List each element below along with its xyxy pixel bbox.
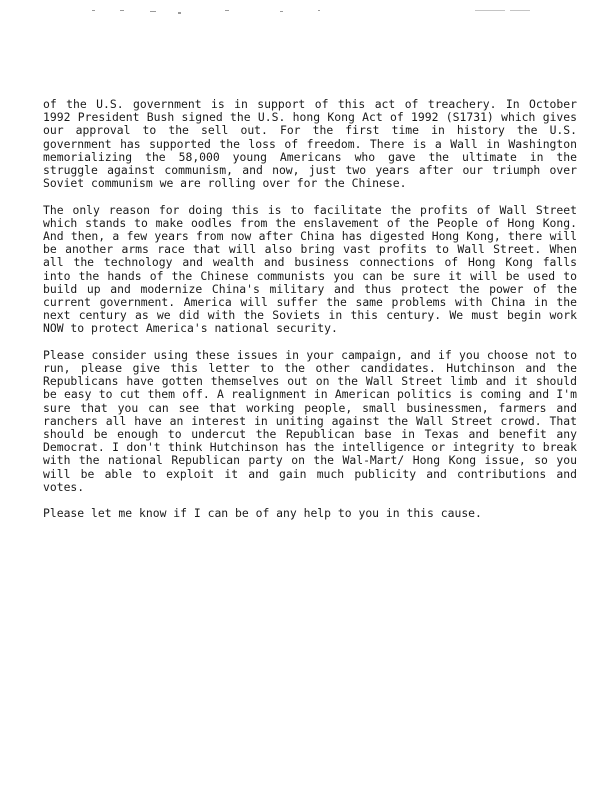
paragraph-closing: Please let me know if I can be of any help to you in this cause.: [43, 506, 482, 521]
paragraph-wall-street: The only reason for doing this is to facilitate the profits of Wall Street which stands to make oodles from the enslavement of the People of Hong Kong. And then, a few years from now after China has digested Hong Kong, there will be another arms race that will also bring vast profits to Wall Street. When all the technology and wealth and business connections of Hong Kong falls into the hands of the Chinese communists you can be sure it will be used to build up and modernize China's military and thus protect the power of the current government. America will suffer the same problems with China in the next century as we did with the Soviets in this century. We must begin work NOW to protect America's national security.: [43, 202, 577, 336]
scan-artifacts: [80, 10, 580, 18]
letter-body: [43, 98, 577, 520]
paragraph-treachery: of the U.S. government is in support of this act of treachery. In October 1992 President Bush signed the U.S. hong Kong Act of 1992 (S1731) which gives our approval to the sell out. For the first time in history the U.S. government has supported the loss of freedom. There is a Wall in Washington memorializing the 58,000 young Americans who gave the ultimate in the struggle against communism, and now, just two years after our triumph over Soviet communism we are rolling over for the Chinese.: [43, 97, 577, 191]
paragraph-campaign: Please consider using these issues in your campaign, and if you choose not to run, please give this letter to the other candidates. Hutchinson and the Republicans have gotten themselves out on the Wall Street limb and it should be easy to cut them off. A realignment in American politics is coming and I'm sure that you can see that working people, small businessmen, farmers and ranchers all have an interest in uniting against the Wall Street crowd. That should be enough to undercut the Republican base in Texas and benefit any Democrat. I don't think Hutchinson has the intelligence or integrity to break with the national Republican party on the Wal-Mart/ Hong Kong issue, so you will be able to exploit it and gain much publicity and contributions and votes.: [43, 347, 577, 494]
